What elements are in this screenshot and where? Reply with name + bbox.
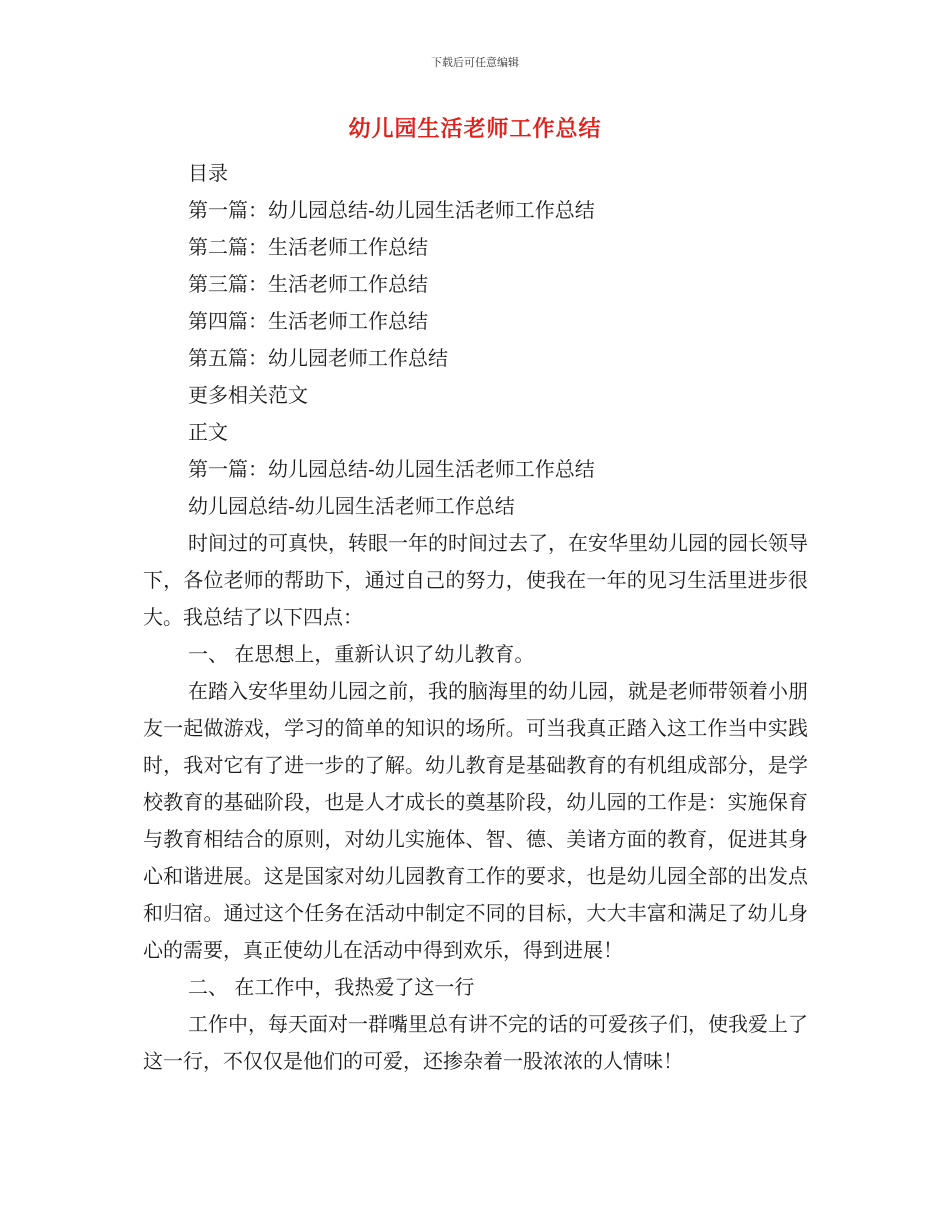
body-heading: 正文	[188, 420, 228, 444]
toc-item: 第四篇：生活老师工作总结	[188, 309, 428, 333]
chapter-title: 第一篇：幼儿园总结-幼儿园生活老师工作总结	[188, 457, 595, 481]
toc-item: 第三篇：生活老师工作总结	[188, 272, 428, 296]
section-paragraph: 工作中，每天面对一群嘴里总有讲不完的话的可爱孩子们，使我爱上了这一行，不仅仅是他们的可爱，还掺杂着一股浓浓的人情味！	[143, 1012, 808, 1073]
toc-item: 第一篇：幼儿园总结-幼儿园生活老师工作总结	[188, 198, 595, 222]
intro-paragraph: 时间过的可真快，转眼一年的时间过去了，在安华里幼儿园的园长领导下，各位老师的帮助下，通过自己的努力，使我在一年的见习生活里进步很大。我总结了以下四点：	[143, 531, 808, 629]
chapter-subtitle: 幼儿园总结-幼儿园生活老师工作总结	[188, 494, 515, 518]
section-paragraph: 在踏入安华里幼儿园之前，我的脑海里的幼儿园，就是老师带领着小朋友一起做游戏，学习的简单的知识的场所。可当我真正踏入这工作当中实践时，我对它有了进一步的了解。幼儿教育是基础教育的有机组成部分，是学校教育的基础阶段，也是人才成长的奠基阶段，幼儿园的工作是：实施保育与教育相结合的原则，对幼儿实施体、智、德、美诸方面的教育，促进其身心和谐进展。这是国家对幼儿园教育工作的要求，也是幼儿园全部的出发点和归宿。通过这个任务在活动中制定不同的目标，大大丰富和满足了幼儿身心的需要，真正使幼儿在活动中得到欢乐，得到进展！	[143, 679, 808, 962]
page-header-note: 下载后可任意编辑	[431, 56, 519, 69]
document-body	[143, 155, 808, 1080]
document-title: 幼儿园生活老师工作总结	[348, 117, 602, 142]
toc-more-link: 更多相关范文	[188, 383, 308, 407]
section-heading: 一、 在思想上，重新认识了幼儿教育。	[188, 642, 535, 666]
section-heading: 二、 在工作中，我热爱了这一行	[188, 975, 475, 999]
toc-heading: 目录	[188, 161, 228, 185]
toc-item: 第五篇：幼儿园老师工作总结	[188, 346, 448, 370]
toc-item: 第二篇：生活老师工作总结	[188, 235, 428, 259]
